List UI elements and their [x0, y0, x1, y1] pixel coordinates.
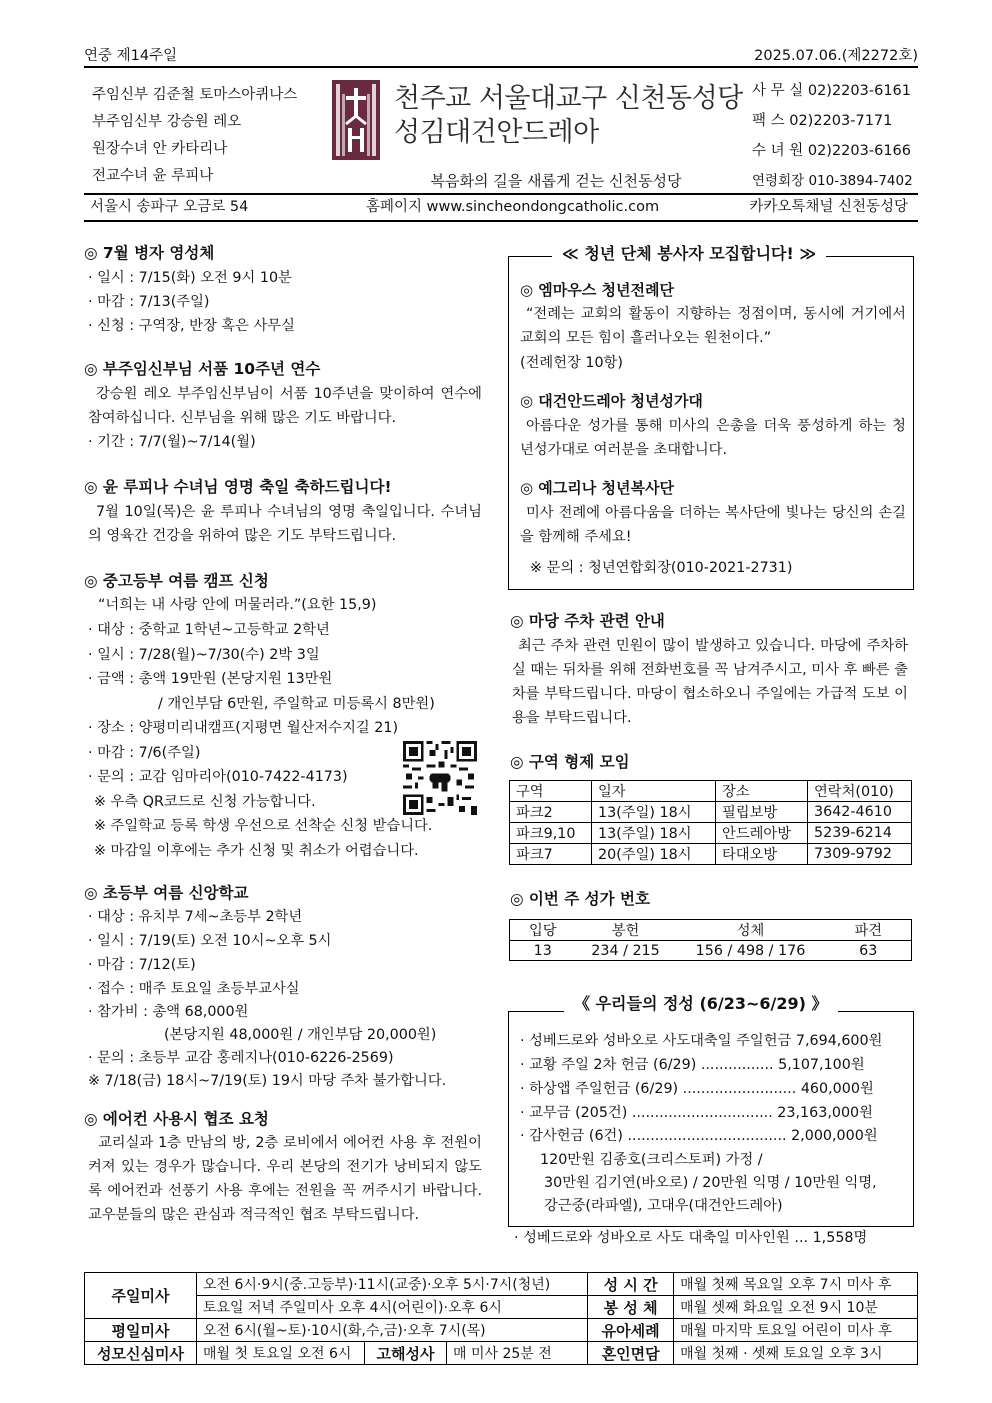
list-item: · 교무금 (205건) ............................... 23,163,000원 [520, 1105, 873, 1121]
divider [84, 66, 918, 68]
contacts [752, 76, 918, 196]
table-header: 성체 [736, 923, 765, 939]
table-row [85, 1342, 918, 1365]
contact-convent: 수 녀 원 02)2203-6166 [752, 143, 911, 159]
table-cell: 안드레아방 [716, 823, 808, 844]
table-cell: 오전 6시·9시(중.고등부)·11시(교중)·오후 5시·7시(청년) [197, 1273, 588, 1296]
table-header: 혼인면담 [588, 1342, 674, 1365]
list-item: · 접수 : 매주 토요일 초등부교사실 [88, 981, 300, 997]
table-header: 장소 [716, 781, 808, 802]
section-title: ◎ 마당 주차 관련 안내 [510, 612, 665, 630]
church-logo-icon [332, 80, 380, 160]
contact-note: ※ 문의 : 청년연합회장(010-2021-2731) [530, 560, 793, 576]
contact-fax: 팩 스 02)2203-7171 [752, 113, 893, 129]
table-cell: 매월 첫 토요일 오전 6시 [197, 1342, 365, 1365]
list-item: · 대상 : 유치부 7세~초등부 2학년 [88, 909, 303, 925]
top-line [84, 44, 918, 66]
list-item: · 마감 : 7/12(토) [88, 957, 196, 973]
list-item: · 일시 : 7/15(화) 오전 9시 10분 [88, 270, 292, 286]
section-title: ◎ 구역 형제 모임 [510, 753, 630, 771]
church-logo [332, 80, 380, 160]
table-header: 성모신심미사 [85, 1342, 197, 1365]
table-cell: 타대오방 [716, 844, 808, 865]
note: ※ 마감일 이후에는 추가 신청 및 취소가 어렵습니다. [94, 843, 419, 859]
list-item: 강근중(라파엘), 고대우(대건안드레아) [544, 1198, 783, 1214]
paragraph: 교리실과 1층 만남의 방, 2층 로비에서 에어컨 사용 후 전원이 켜져 있는 경우가 많습니다. 우리 본당의 전기가 낭비되지 않도록 에어컨과 선풍기 사용 후에는 전원을 꼭 꺼주시기 바랍니다. 교우분들의 많은 관심과 적극적인 협조 부탁드립니다. [88, 1135, 482, 1223]
staff-item: 전교수녀 윤 루피나 [92, 168, 214, 184]
section-title: ◎ 에어컨 사용시 협조 요청 [84, 1110, 269, 1128]
table-cell: 필립보방 [716, 802, 808, 823]
list-item: · 참가비 : 총액 68,000원 [88, 1004, 249, 1020]
staff-item: 원장수녀 안 카타리나 [92, 141, 228, 157]
table-cell: 13 [533, 942, 552, 959]
list-item: 120만원 김종호(크리스토퍼) 가정 / [540, 1152, 763, 1168]
table-cell: 13(주일) 18시 [592, 823, 716, 844]
section-title: ◎ 이번 주 성가 번호 [510, 890, 650, 908]
table-cell: 20(주일) 18시 [592, 844, 716, 865]
box-title: ≪ 청년 단체 봉사자 모집합니다! ≫ [552, 241, 826, 264]
motto: 복음화의 길을 새롭게 걷는 신천동성당 [430, 172, 682, 190]
table-header: 일자 [592, 781, 716, 802]
list-item: / 개인부담 6만원, 주일학교 미등록시 8만원) [158, 696, 435, 712]
table-header-row [510, 920, 912, 941]
week-label: 연중 제14주일 [84, 48, 178, 64]
table-cell: 3642-4610 [808, 802, 912, 823]
list-item: · 대상 : 중학교 1학년~고등학교 2학년 [88, 622, 330, 638]
table-header: 평일미사 [85, 1319, 197, 1342]
table-header-row [510, 781, 912, 802]
church-title-line1: 천주교 서울대교구 신천동성당 [394, 83, 743, 114]
list-item: · 성베드로와 성바오로 사도대축일 주일헌금 7,694,600원 [520, 1033, 883, 1049]
table-header: 고해성사 [365, 1342, 447, 1365]
group-title: ◎ 엠마우스 청년전례단 [520, 281, 674, 299]
group-title: ◎ 대건안드레아 청년성가대 [520, 392, 703, 410]
table-header: 봉 성 체 [588, 1296, 674, 1319]
staff-item: 부주임신부 강승원 레오 [92, 114, 242, 130]
section-title: ◎ 중고등부 여름 캠프 신청 [84, 572, 269, 590]
church-title-line2: 성김대건안드레아 [394, 117, 599, 148]
table-cell: 5239-6214 [808, 823, 912, 844]
staff-item: 주임신부 김준철 토마스아퀴나스 [92, 87, 298, 103]
section-title: ◎ 초등부 여름 신앙학교 [84, 884, 249, 902]
table-header: 구역 [510, 781, 592, 802]
section-title: ◎ 윤 루피나 수녀님 영명 축일 축하드립니다! [84, 478, 392, 496]
table-cell: 13(주일) 18시 [592, 802, 716, 823]
section-title: ◎ 부주임신부님 서품 10주년 연수 [84, 360, 321, 378]
contact-funeral: 연령회장 010-3894-7402 [752, 173, 913, 189]
mass-schedule-table [84, 1272, 918, 1365]
list-item: · 감사헌금 (6건) ................................... 2,000,000원 [520, 1128, 878, 1144]
church-title [394, 82, 754, 150]
table-row [510, 844, 912, 865]
table-header: 봉헌 [611, 923, 640, 939]
table-row [510, 802, 912, 823]
table-row [85, 1319, 918, 1342]
list-item: · 일시 : 7/19(토) 오전 10시~오후 5시 [88, 933, 332, 949]
list-item: · 신청 : 구역장, 반장 혹은 사무실 [88, 318, 295, 334]
list-item: 30만원 김기연(바오로) / 20만원 익명 / 10만원 익명, [544, 1175, 877, 1191]
list-item: (본당지원 48,000원 / 개인부담 20,000원) [164, 1027, 437, 1043]
table-cell: 매월 첫째 목요일 오후 7시 미사 후 [674, 1273, 918, 1296]
section-title: ◎ 7월 병자 영성체 [84, 244, 215, 262]
contact-office: 사 무 실 02)2203-6161 [752, 83, 911, 99]
paragraph: “전례는 교회의 활동이 지향하는 정점이며, 동시에 거기에서 교회의 모든 힘이 흘러나오는 원천이다.” [520, 306, 906, 346]
note: ※ 주일학교 등록 학생 우선으로 선착순 신청 받습니다. [94, 818, 433, 834]
table-cell: 234 / 215 [591, 942, 660, 959]
list-item: · 성베드로와 성바오로 사도 대축일 미사인원 ... 1,558명 [514, 1230, 868, 1246]
kakao-channel[interactable]: 카카오톡채널 신천동성당 [749, 199, 908, 215]
staff-list [92, 82, 332, 190]
info-bar [84, 194, 918, 220]
table-cell: 63 [859, 942, 878, 959]
list-item: · 마감 : 7/13(주일) [88, 294, 210, 310]
list-item: · 마감 : 7/6(주일) [88, 745, 201, 761]
table-cell: 오전 6시(월~토)·10시(화,수,금)·오후 7시(목) [197, 1319, 588, 1342]
table-header: 파견 [854, 923, 883, 939]
table-cell: 토요일 저녁 주일미사 오후 4시(어린이)·오후 6시 [197, 1296, 588, 1319]
note: ※ 7/18(금) 18시~7/19(토) 19시 마당 주차 불가합니다. [88, 1073, 447, 1089]
district-table [509, 780, 912, 865]
table-cell: 파크2 [510, 802, 592, 823]
list-item: · 장소 : 양평미리내캠프(지평면 월산저수지길 21) [88, 720, 399, 736]
group-title: ◎ 예그리나 청년복사단 [520, 479, 674, 497]
table-cell: 파크9,10 [510, 823, 592, 844]
list-item: · 문의 : 초등부 교감 홍레지나(010-6226-2569) [88, 1050, 394, 1066]
table-cell: 파크7 [510, 844, 592, 865]
table-row [85, 1296, 918, 1319]
table-cell: 매월 셋째 화요일 오전 9시 10분 [674, 1296, 918, 1319]
note: ※ 우측 QR코드로 신청 가능합니다. [94, 794, 316, 810]
table-header: 성 시 간 [588, 1273, 674, 1296]
homepage-link[interactable]: 홈페이지 www.sincheondongcatholic.com [366, 199, 660, 215]
paragraph: 아름다운 성가를 통해 미사의 은총을 더욱 풍성하게 하는 청년성가대로 여러분을 초대합니다. [520, 418, 906, 458]
table-cell: 매월 첫째 · 셋째 토요일 오후 3시 [674, 1342, 918, 1365]
citation: (전례헌장 10항) [520, 355, 623, 371]
hymn-table [509, 919, 912, 961]
box-title: 《 우리들의 정성 (6/23~6/29) 》 [564, 991, 838, 1014]
table-cell: 7309-9792 [808, 844, 912, 865]
list-item: · 교황 주일 2차 헌금 (6/29) ................ 5,107,100원 [520, 1057, 865, 1073]
list-item: · 기간 : 7/7(월)~7/14(월) [88, 434, 256, 450]
paragraph: 최근 주차 관련 민원이 많이 발생하고 있습니다. 마당에 주차하실 때는 뒤차를 위해 전화번호를 꼭 남겨주시고, 미사 후 빠른 출차를 부탁드립니다. 마당이 협소하오니 주일에는 가급적 도보 이용을 부탁드립니다. [512, 638, 908, 726]
list-item: · 문의 : 교감 임마리아(010-7422-4173) [88, 769, 348, 785]
table-header: 입당 [528, 923, 557, 939]
address: 서울시 송파구 오금로 54 [90, 199, 249, 215]
table-cell: 매월 마지막 토요일 어린이 미사 후 [674, 1319, 918, 1342]
list-item: · 하상앱 주일헌금 (6/29) ......................... 460,000원 [520, 1081, 874, 1097]
paragraph: 강승원 레오 부주임신부님이 서품 10주년을 맞이하여 연수에 참여하십니다. 신부님을 위해 많은 기도 바랍니다. [88, 386, 482, 426]
table-header: 유아세례 [588, 1319, 674, 1342]
paragraph: 7월 10일(목)은 윤 루피나 수녀님의 영명 축일입니다. 수녀님의 영육간 건강을 위하여 많은 기도 부탁드립니다. [88, 504, 482, 544]
qr-code-icon[interactable] [403, 741, 477, 815]
table-row [510, 941, 912, 961]
table-cell: 매 미사 25분 전 [447, 1342, 588, 1365]
issue-date: 2025.07.06.(제2272호) [754, 48, 918, 64]
quote: “너희는 내 사랑 안에 머물러라.”(요한 15,9) [98, 597, 377, 613]
table-row [85, 1273, 918, 1296]
table-header: 연락처(010) [808, 781, 912, 802]
list-item: · 일시 : 7/28(월)~7/30(수) 2박 3일 [88, 647, 320, 663]
list-item: · 금액 : 총액 19만원 (본당지원 13만원 [88, 671, 333, 687]
divider [84, 220, 918, 222]
table-cell: 156 / 498 / 176 [695, 942, 806, 959]
table-header: 주일미사 [85, 1273, 197, 1319]
table-row [510, 823, 912, 844]
paragraph: 미사 전례에 아름다움을 더하는 복사단에 빛나는 당신의 손길을 함께해 주세요! [520, 505, 906, 545]
